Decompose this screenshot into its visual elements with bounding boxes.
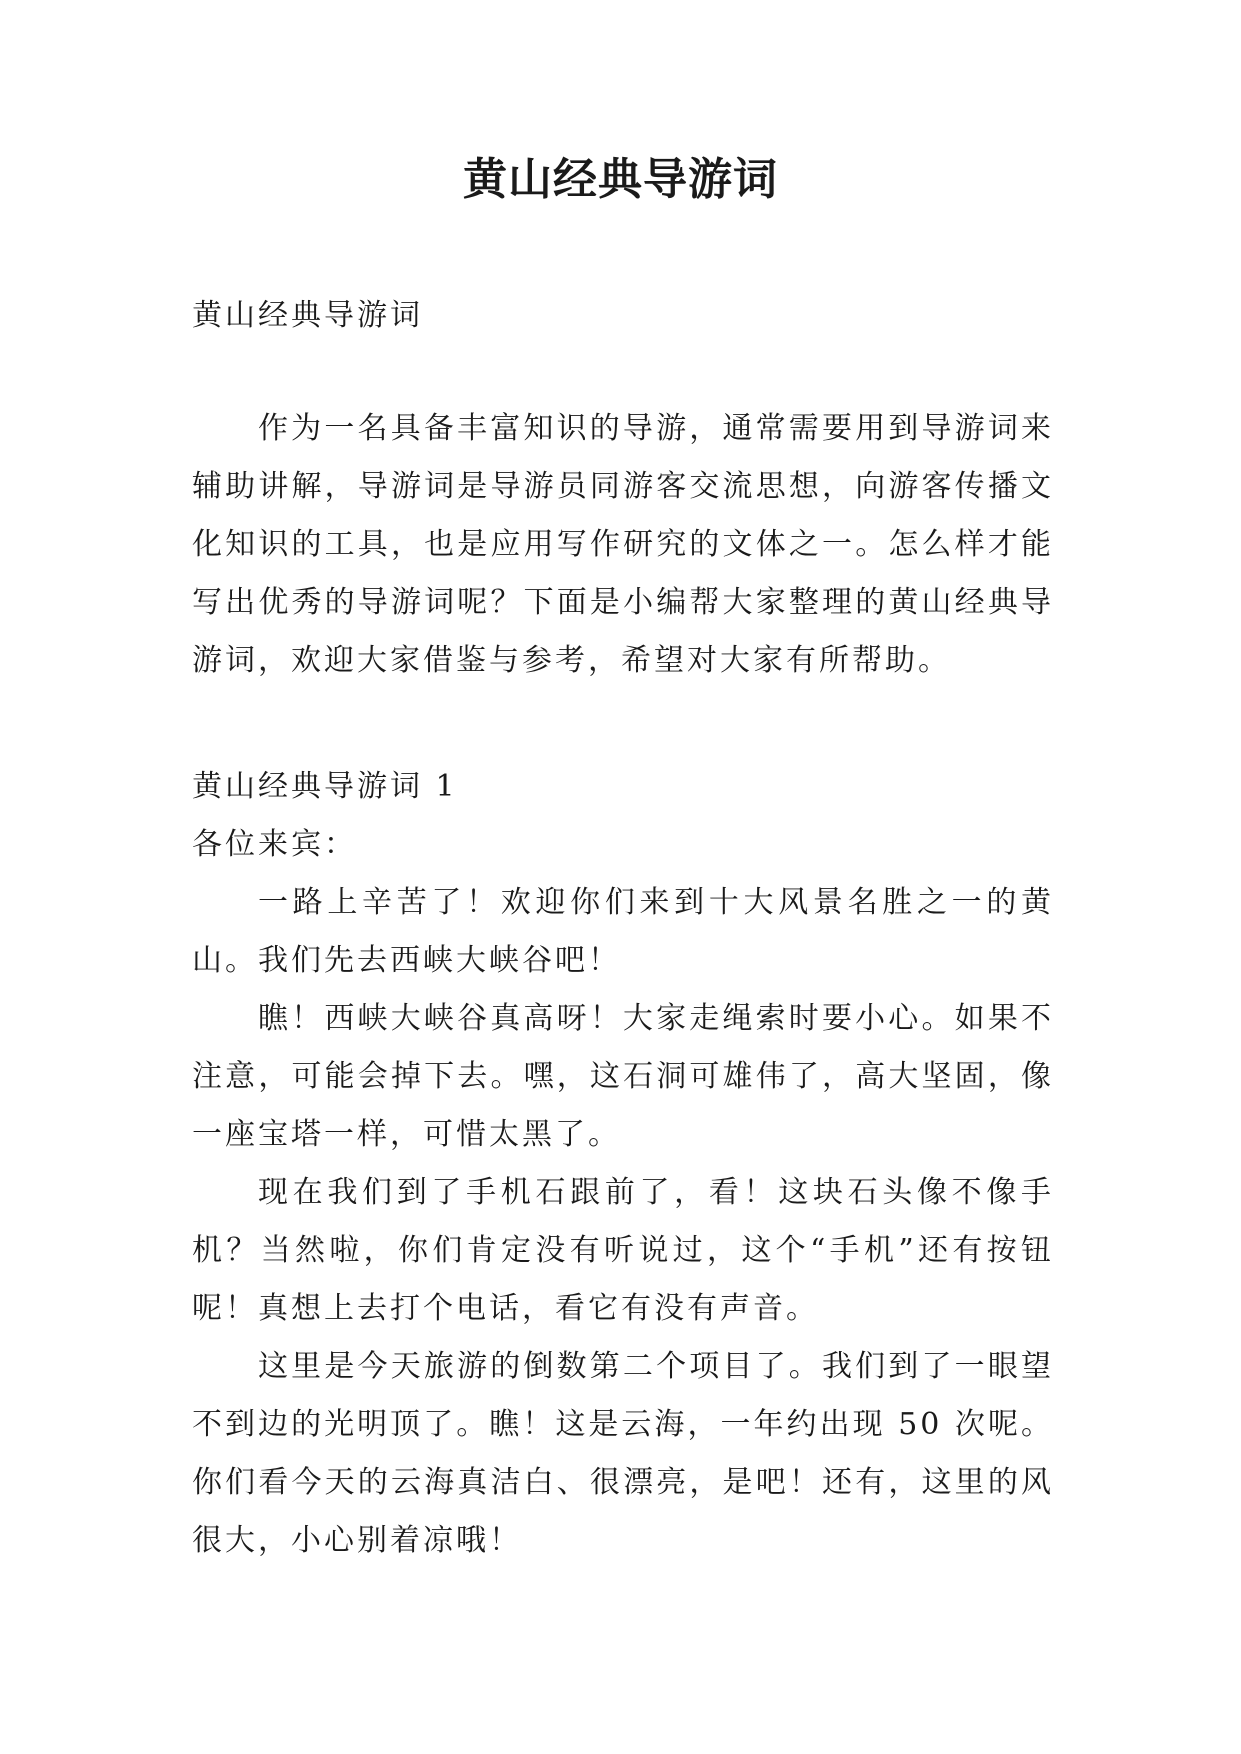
document-title: 黄山经典导游词 [463, 154, 778, 205]
greeting-line: 各位来宾： [192, 827, 357, 862]
intro-paragraph: 作为一名具备丰富知识的导游，通常需要用到导游词来辅助讲解，导游词是导游员同游客交流思想，向游客传播文化知识的工具，也是应用写作研究的文体之一。怎么样才能写出优秀的导游词呢？下面是小编帮大家整理的黄山经典导游词，欢迎大家借鉴与参考，希望对大家有所帮助。 [192, 411, 1054, 678]
body-paragraphs [192, 874, 1054, 1570]
body-paragraph: 现在我们到了手机石跟前了，看！这块石头像不像手机？当然啦，你们肯定没有听说过，这个“手机”还有按钮呢！真想上去打个电话，看它有没有声音。 [192, 1175, 1054, 1326]
body-paragraph: 瞧！西峡大峡谷真高呀！大家走绳索时要小心。如果不注意，可能会掉下去。嘿，这石洞可雄伟了，高大坚固，像一座宝塔一样，可惜太黑了。 [192, 1001, 1054, 1152]
body-paragraph: 这里是今天旅游的倒数第二个项目了。我们到了一眼望不到边的光明顶了。瞧！这是云海，一年约出现 50 次呢。你们看今天的云海真洁白、很漂亮，是吧！还有，这里的风很大，小心别着凉哦！ [192, 1349, 1054, 1558]
document-subtitle: 黄山经典导游词 [192, 298, 423, 333]
body-paragraph: 一路上辛苦了！欢迎你们来到十大风景名胜之一的黄山。我们先去西峡大峡谷吧！ [192, 885, 1054, 978]
section-heading: 黄山经典导游词 1 [192, 769, 458, 804]
